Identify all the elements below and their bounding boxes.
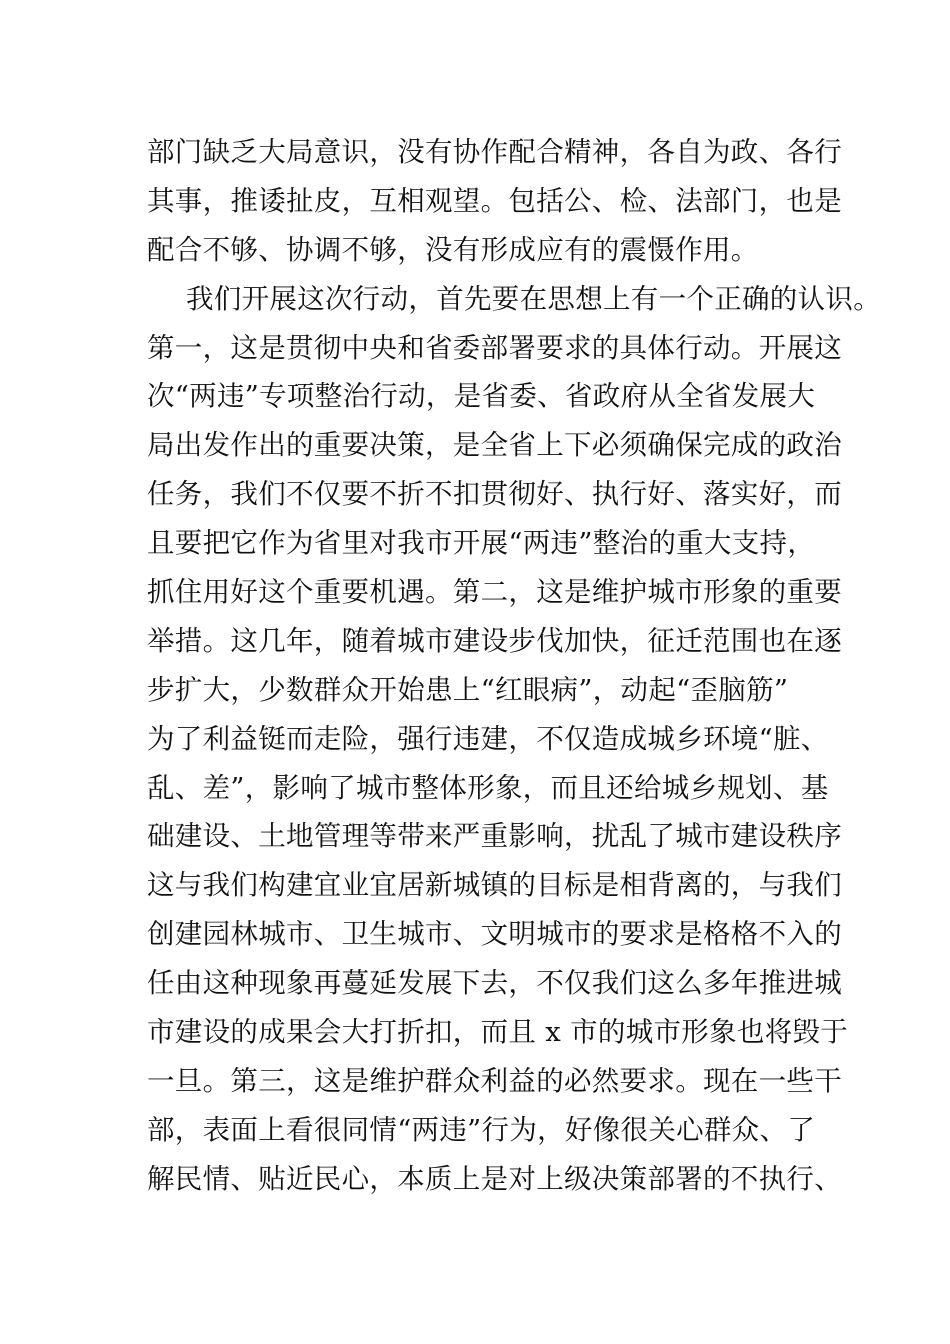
text-line: 创建园林城市、卫生城市、文明城市的要求是格格不入的 — [147, 918, 842, 951]
text-line: 础建设、土地管理等带来严重影响，扰乱了城市建设秩序 — [147, 820, 842, 853]
text-line: 一旦。第三，这是维护群众利益的必然要求。现在一些干 — [147, 1064, 842, 1097]
text-line: 这与我们构建宜业宜居新城镇的目标是相背离的，与我们 — [147, 869, 842, 902]
text-line: 抓住用好这个重要机遇。第二，这是维护城市形象的重要 — [147, 576, 842, 609]
text-line: 且要把它作为省里对我市开展“两违”整治的重大支持， — [147, 527, 816, 560]
text-line: 举措。这几年，随着城市建设步伐加快，征迁范围也在逐 — [147, 624, 842, 657]
body-text — [147, 128, 881, 1204]
text-line: 配合不够、协调不够，没有形成应有的震慑作用。 — [147, 233, 759, 266]
text-line: 其事，推诿扯皮，互相观望。包括公、检、法部门，也是 — [147, 184, 842, 217]
text-line: 解民情、贴近民心，本质上是对上级决策部署的不执行、 — [147, 1162, 842, 1195]
text-line: 第一，这是贯彻中央和省委部署要求的具体行动。开展这 — [147, 331, 842, 364]
text-line: 部门缺乏大局意识，没有协作配合精神，各自为政、各行 — [147, 136, 842, 168]
text-line: 步扩大，少数群众开始患上“红眼病”，动起“歪脑筋” — [147, 673, 789, 706]
text-line: 部，表面上看很同情“两违”行为，好像很关心群众、了 — [147, 1113, 816, 1146]
text-line: 市建设的成果会大打折扣，而且 x 市的城市形象也将毁于 — [147, 1016, 849, 1049]
paragraph-start-line: 我们开展这次行动，首先要在思想上有一个正确的认识。 — [186, 282, 881, 315]
text-line: 局出发作出的重要决策，是全省上下必须确保完成的政治 — [147, 429, 842, 462]
text-line: 为了利益铤而走险，强行违建，不仅造成城乡环境“脏、 — [147, 722, 829, 755]
text-line: 任由这种现象再蔓延发展下去，不仅我们这么多年推进城 — [147, 967, 842, 1000]
text-line: 任务，我们不仅要不折不扣贯彻好、执行好、落实好，而 — [147, 478, 842, 511]
text-line: 次“两违”专项整治行动，是省委、省政府从全省发展大 — [147, 380, 816, 413]
text-line: 乱、差”，影响了城市整体形象，而且还给城乡规划、基 — [147, 771, 829, 804]
